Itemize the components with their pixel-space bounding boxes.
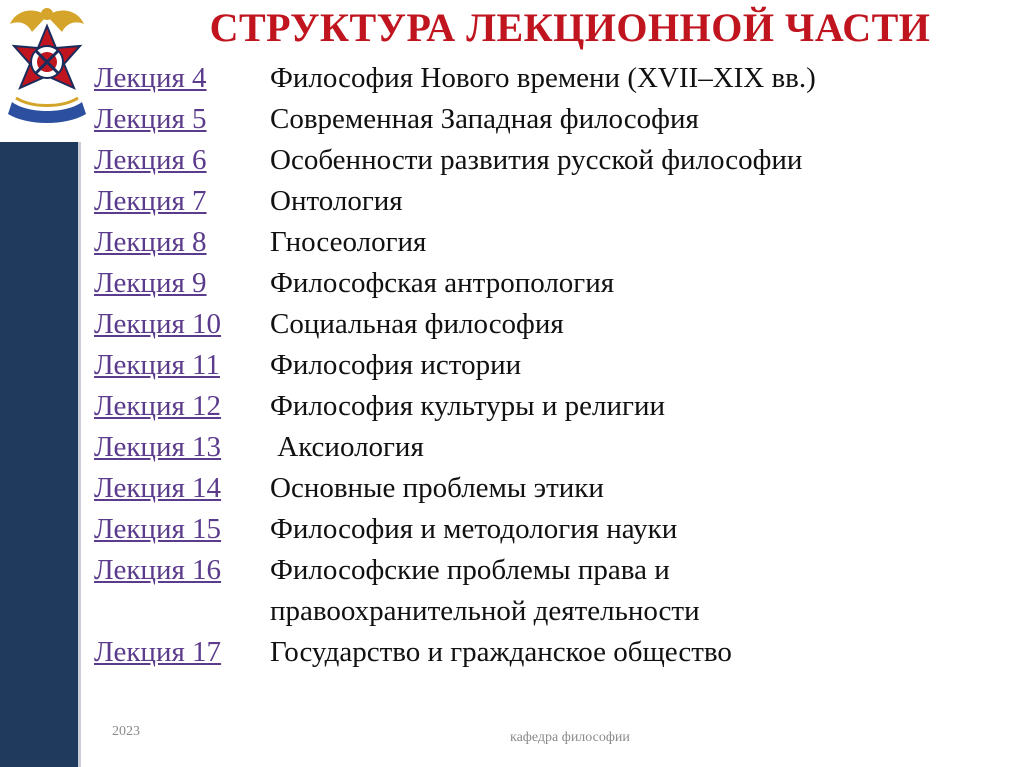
lecture-topic-line: Онтология — [270, 185, 403, 217]
lecture-topic-line: Гносеология — [270, 226, 427, 258]
lecture-link[interactable]: Лекция 11 — [94, 349, 220, 381]
lecture-row — [94, 550, 816, 632]
lecture-link[interactable]: Лекция 14 — [94, 472, 222, 504]
sidebar-divider — [78, 142, 81, 767]
emblem-icon — [6, 2, 88, 130]
lecture-row — [94, 263, 816, 304]
lecture-topic-line: Философия культуры и религии — [270, 390, 665, 422]
lecture-topic — [270, 550, 700, 632]
lecture-topic-line: Социальная философия — [270, 308, 564, 340]
lecture-row — [94, 427, 816, 468]
lecture-list — [94, 58, 816, 673]
lecture-topic-line: Основные проблемы этики — [270, 472, 604, 504]
lecture-row — [94, 222, 816, 263]
lecture-link[interactable]: Лекция 16 — [94, 554, 222, 586]
lecture-link[interactable]: Лекция 4 — [94, 62, 207, 94]
lecture-link[interactable]: Лекция 12 — [94, 390, 222, 422]
lecture-topic — [270, 509, 677, 550]
lecture-row — [94, 345, 816, 386]
footer-year: 2023 — [112, 724, 140, 739]
lecture-row — [94, 304, 816, 345]
lecture-row — [94, 181, 816, 222]
lecture-link[interactable]: Лекция 13 — [94, 431, 222, 463]
lecture-link[interactable]: Лекция 5 — [94, 103, 207, 135]
lecture-topic-line: Философская антропология — [270, 267, 615, 299]
lecture-link[interactable]: Лекция 10 — [94, 308, 222, 340]
lecture-topic — [270, 632, 732, 673]
lecture-topic — [270, 304, 564, 345]
lecture-topic-line: Современная Западная философия — [270, 103, 699, 135]
lecture-topic — [270, 58, 816, 99]
lecture-topic-line: Философия истории — [270, 349, 522, 381]
lecture-topic-line: Философия и методология науки — [270, 513, 678, 545]
lecture-row — [94, 386, 816, 427]
lecture-row — [94, 58, 816, 99]
slide-title: СТРУКТУРА ЛЕКЦИОННОЙ ЧАСТИ — [209, 5, 931, 50]
lecture-topic-line: Особенности развития русской философии — [270, 144, 803, 176]
lecture-topic-line: правоохранительной деятельности — [270, 595, 700, 627]
lecture-topic — [270, 345, 521, 386]
lecture-row — [94, 468, 816, 509]
lecture-row — [94, 632, 816, 673]
lecture-link[interactable]: Лекция 15 — [94, 513, 222, 545]
lecture-row — [94, 99, 816, 140]
lecture-topic — [270, 99, 699, 140]
lecture-topic — [270, 263, 614, 304]
lecture-topic — [270, 181, 403, 222]
lecture-link[interactable]: Лекция 6 — [94, 144, 207, 176]
lecture-topic-line: Философия Нового времени (XVII–XIX вв.) — [270, 62, 816, 94]
lecture-topic — [270, 468, 604, 509]
lecture-row — [94, 140, 816, 181]
lecture-link[interactable]: Лекция 8 — [94, 226, 207, 258]
left-sidebar-band — [0, 142, 78, 767]
lecture-topic — [270, 222, 426, 263]
lecture-topic — [270, 427, 424, 468]
footer-department: кафедра философии — [510, 730, 630, 745]
lecture-topic — [270, 140, 802, 181]
lecture-topic-line: Государство и гражданское общество — [270, 636, 732, 668]
lecture-topic — [270, 386, 665, 427]
lecture-row — [94, 509, 816, 550]
lecture-link[interactable]: Лекция 17 — [94, 636, 222, 668]
lecture-topic-line: Философские проблемы права и — [270, 554, 670, 586]
lecture-topic-line: Аксиология — [270, 431, 424, 463]
lecture-link[interactable]: Лекция 9 — [94, 267, 207, 299]
lecture-link[interactable]: Лекция 7 — [94, 185, 207, 217]
